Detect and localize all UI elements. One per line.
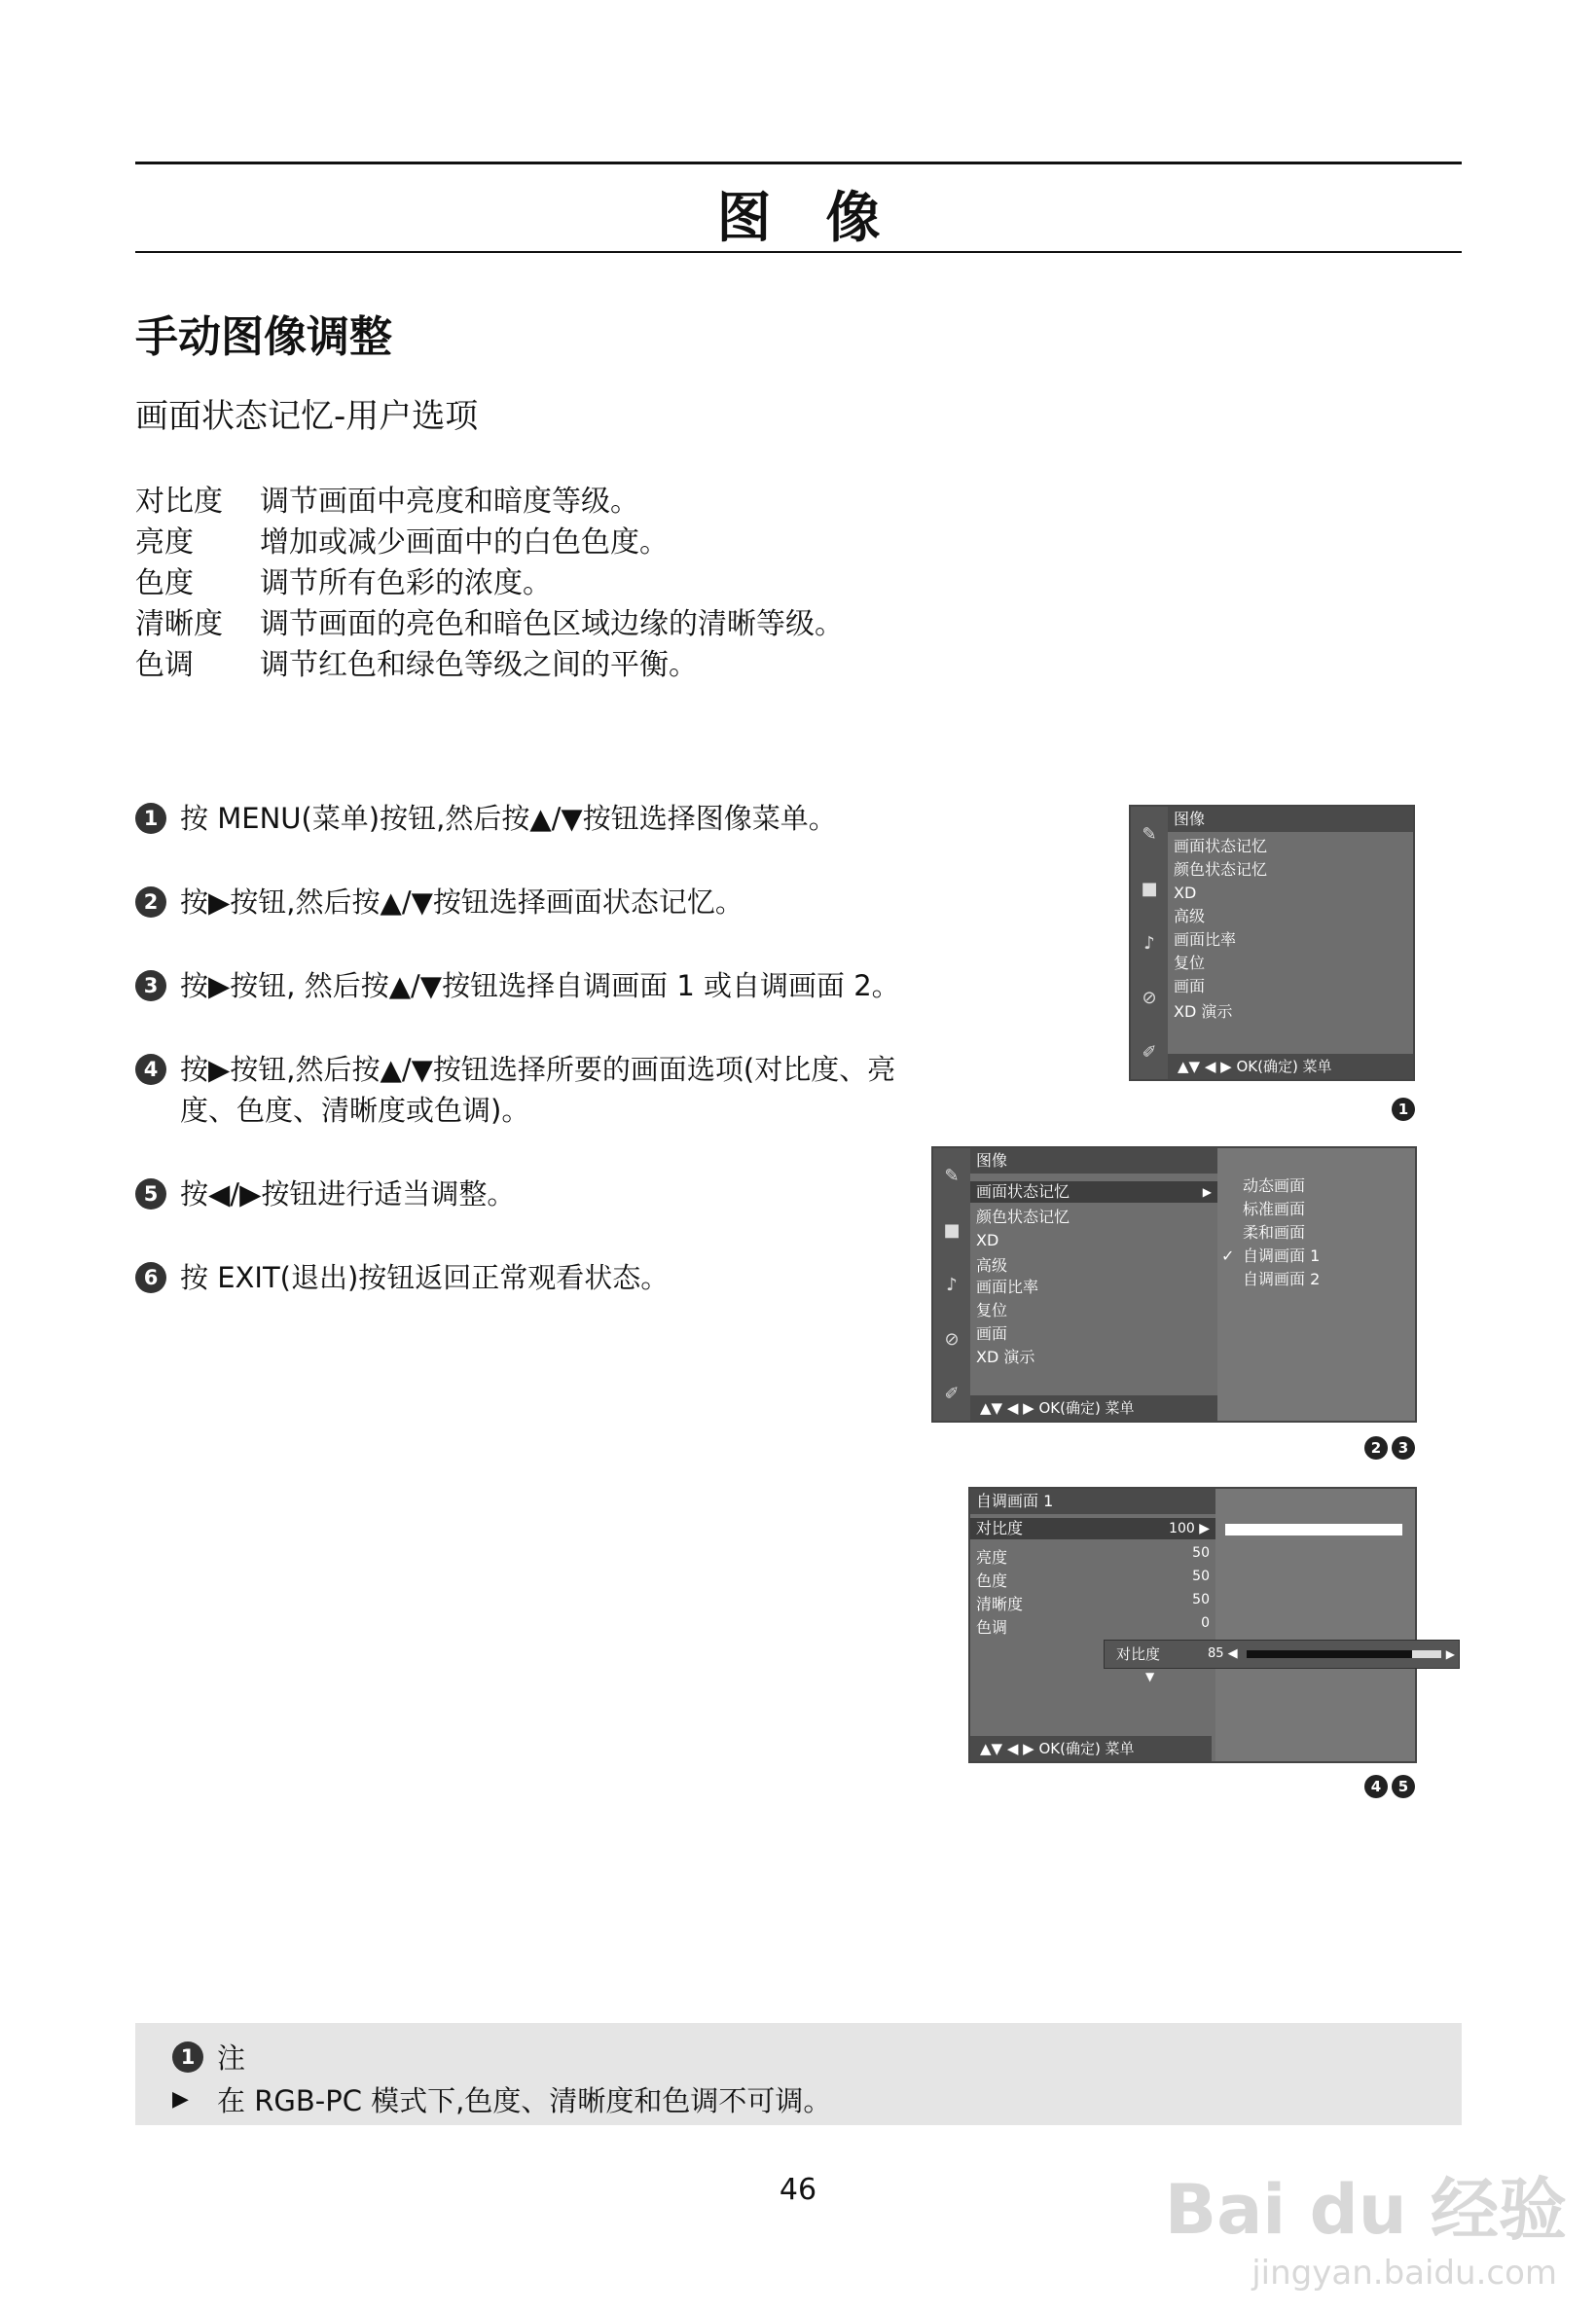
figure-number-icon: 3 [1392,1436,1415,1460]
osd-menu-item[interactable]: XD 演示 [976,1348,1035,1366]
slider-label: 对比度 [1116,1645,1161,1663]
note-title: 注 [217,2041,246,2075]
note-icon: 1 [172,2041,203,2073]
figure-label [1360,1436,1415,1460]
figure-number-icon: 1 [1392,1098,1415,1121]
definition-term: 清晰度 [135,607,223,641]
osd-header: 自调画面 1 [970,1489,1217,1514]
satellite-icon: ✎ [944,1165,960,1186]
osd-menu-item[interactable]: 画面比率 [1174,930,1237,949]
definition-list [135,482,844,686]
osd-icon-bar [1131,807,1168,1079]
option-icon: ✐ [944,1383,960,1404]
osd-icon-bar [933,1148,970,1421]
definition-desc: 调节红色和绿色等级之间的平衡。 [260,648,698,682]
osd-setting-row[interactable] [976,1569,1210,1591]
step-text: 按◀/▶按钮进行适当调整。 [180,1177,516,1210]
baidu-watermark-logo: Bai du 经验 [1164,2170,1567,2250]
step-number-icon: 1 [135,803,166,834]
step-number-icon: 5 [135,1178,166,1210]
osd-header: 图像 [1168,807,1413,832]
definition-term: 色度 [135,566,194,600]
definition-desc: 调节画面中亮度和暗度等级。 [260,485,639,519]
step-item [135,1049,914,1131]
page-number: 46 [779,2173,817,2207]
step-item [135,1174,933,1214]
osd-setting-name: 对比度 [976,1519,1024,1537]
definition-term: 亮度 [135,525,194,560]
definition-row [135,563,844,604]
osd-preview-panel [1215,1489,1415,1761]
osd-picture-mode-menu [931,1146,1417,1423]
osd-menu-item[interactable]: XD 演示 [1174,1002,1233,1021]
satellite-icon: ✎ [1142,823,1157,845]
osd-menu-item[interactable]: 颜色状态记忆 [1174,860,1268,879]
osd-selected-row[interactable] [970,1181,1217,1203]
osd-setting-value: 50 [1192,1545,1210,1561]
osd-setting-name: 清晰度 [976,1595,1024,1613]
step-number-icon: 2 [135,886,166,918]
step-text: 按 MENU(菜单)按钮,然后按▲/▼按钮选择图像菜单。 [180,802,837,835]
definition-row [135,604,844,645]
osd-submenu-option[interactable]: 自调画面 1 [1243,1246,1321,1265]
arrow-right-icon: ▶ [1202,1185,1212,1199]
sound-icon: ♪ [1143,932,1155,954]
osd-menu-item[interactable]: XD [1174,884,1197,902]
title-bottom-rule [135,251,1462,253]
arrow-right-icon: ▶ [1445,1647,1455,1661]
picture-icon: ■ [943,1219,961,1241]
option-icon: ✐ [1142,1041,1157,1063]
osd-picture-menu [1129,805,1415,1081]
preview-white-bar [1225,1524,1402,1535]
baidu-watermark-url: jingyan.baidu.com [1251,2254,1557,2293]
time-icon: ⊘ [944,1328,960,1350]
sound-icon: ♪ [946,1274,958,1295]
figure-label [1388,1098,1415,1121]
osd-slider-bar[interactable] [1104,1640,1460,1669]
osd-setting-name: 色调 [976,1618,1008,1637]
step-item [135,882,933,922]
step-number-icon: 6 [135,1262,166,1293]
osd-menu-item[interactable]: 复位 [976,1301,1008,1319]
definition-row [135,645,844,686]
slider-value: 85 ◀ [1208,1646,1238,1661]
bullet-arrow-icon: ▶ [172,2087,189,2112]
definition-row [135,482,844,523]
figure-number-icon: 5 [1392,1775,1415,1798]
osd-submenu [1217,1148,1415,1421]
top-rule [135,162,1462,164]
osd-menu-item[interactable]: 复位 [1174,954,1206,972]
osd-menu-item[interactable]: XD [976,1231,999,1249]
figure-label [1360,1775,1415,1798]
definition-term: 色调 [135,648,194,682]
osd-footer: ▲▼ ◀ ▶ OK(确定) 菜单 [970,1736,1212,1761]
note-header [172,2037,245,2077]
section-title: 手动图像调整 [135,312,392,362]
step-text: 按▶按钮,然后按▲/▼按钮选择画面状态记忆。 [180,885,744,919]
osd-menu-item[interactable]: 高级 [1174,907,1206,925]
osd-setting-name: 色度 [976,1571,1008,1590]
definition-row [135,523,844,563]
title-char-1: 图 [716,187,772,250]
osd-header: 图像 [970,1148,1217,1174]
title-char-2: 像 [825,187,881,250]
osd-menu-item[interactable]: 画面比率 [976,1278,1039,1296]
page-title [135,175,1462,253]
note-text: 在 RGB-PC 模式下,色度、清晰度和色调不可调。 [217,2084,832,2117]
step-number-icon: 4 [135,1054,166,1085]
figure-number-icon: 2 [1364,1436,1388,1460]
slider-fill [1247,1650,1412,1658]
osd-setting-value: 100 ▶ [1169,1521,1210,1536]
osd-setting-value: 50 [1192,1569,1210,1584]
definition-desc: 增加或减少画面中的白色色度。 [260,525,669,560]
definition-desc: 调节所有色彩的浓度。 [260,566,552,600]
step-item [135,965,914,1006]
time-icon: ⊘ [1142,987,1157,1008]
definition-desc: 调节画面的亮色和暗色区域边缘的清晰等级。 [260,607,844,641]
osd-setting-row[interactable] [976,1592,1210,1614]
osd-menu-item[interactable]: 画面状态记忆 [1174,837,1268,855]
note-box [135,2023,1462,2125]
step-item [135,1257,933,1298]
osd-footer: ▲▼ ◀ ▶ OK(确定) 菜单 [970,1395,1221,1421]
check-icon: ✓ [1221,1246,1235,1265]
osd-setting-name: 亮度 [976,1548,1008,1567]
osd-menu-item[interactable]: 画面 [976,1324,1008,1343]
arrow-down-icon: ▼ [1145,1670,1155,1683]
osd-menu-item[interactable]: 画面 [1174,977,1206,995]
step-item [135,798,933,839]
osd-footer: ▲▼ ◀ ▶ OK(确定) 菜单 [1168,1054,1413,1079]
osd-menu-item[interactable]: 高级 [976,1256,1008,1275]
figure-number-icon: 4 [1364,1775,1388,1798]
osd-submenu-option[interactable]: 动态画面 [1243,1176,1306,1195]
osd-submenu-option[interactable]: 自调画面 2 [1243,1270,1321,1288]
step-number-icon: 3 [135,970,166,1001]
osd-submenu-option[interactable]: 柔和画面 [1243,1223,1306,1242]
subsection-title: 画面状态记忆-用户选项 [135,397,479,436]
step-list [135,798,933,1341]
osd-menu-item[interactable]: 画面状态记忆 [976,1182,1070,1201]
picture-icon: ■ [1141,878,1158,899]
step-text: 按 EXIT(退出)按钮返回正常观看状态。 [180,1261,670,1294]
osd-setting-row[interactable] [976,1615,1210,1638]
definition-term: 对比度 [135,485,223,519]
step-text: 按▶按钮,然后按▲/▼按钮选择所要的画面选项(对比度、亮度、色度、清晰度或色调)。 [180,1053,896,1127]
osd-selected-row[interactable] [970,1518,1215,1539]
note-line [172,2079,831,2119]
slider-track[interactable] [1247,1650,1441,1658]
osd-menu-item[interactable]: 颜色状态记忆 [976,1208,1070,1226]
osd-setting-row[interactable] [976,1545,1210,1568]
osd-submenu-option[interactable]: 标准画面 [1243,1200,1306,1218]
step-text: 按▶按钮, 然后按▲/▼按钮选择自调画面 1 或自调画面 2。 [180,969,900,1002]
osd-setting-value: 0 [1201,1615,1210,1631]
osd-user-picture-menu [968,1487,1417,1763]
osd-setting-value: 50 [1192,1592,1210,1608]
